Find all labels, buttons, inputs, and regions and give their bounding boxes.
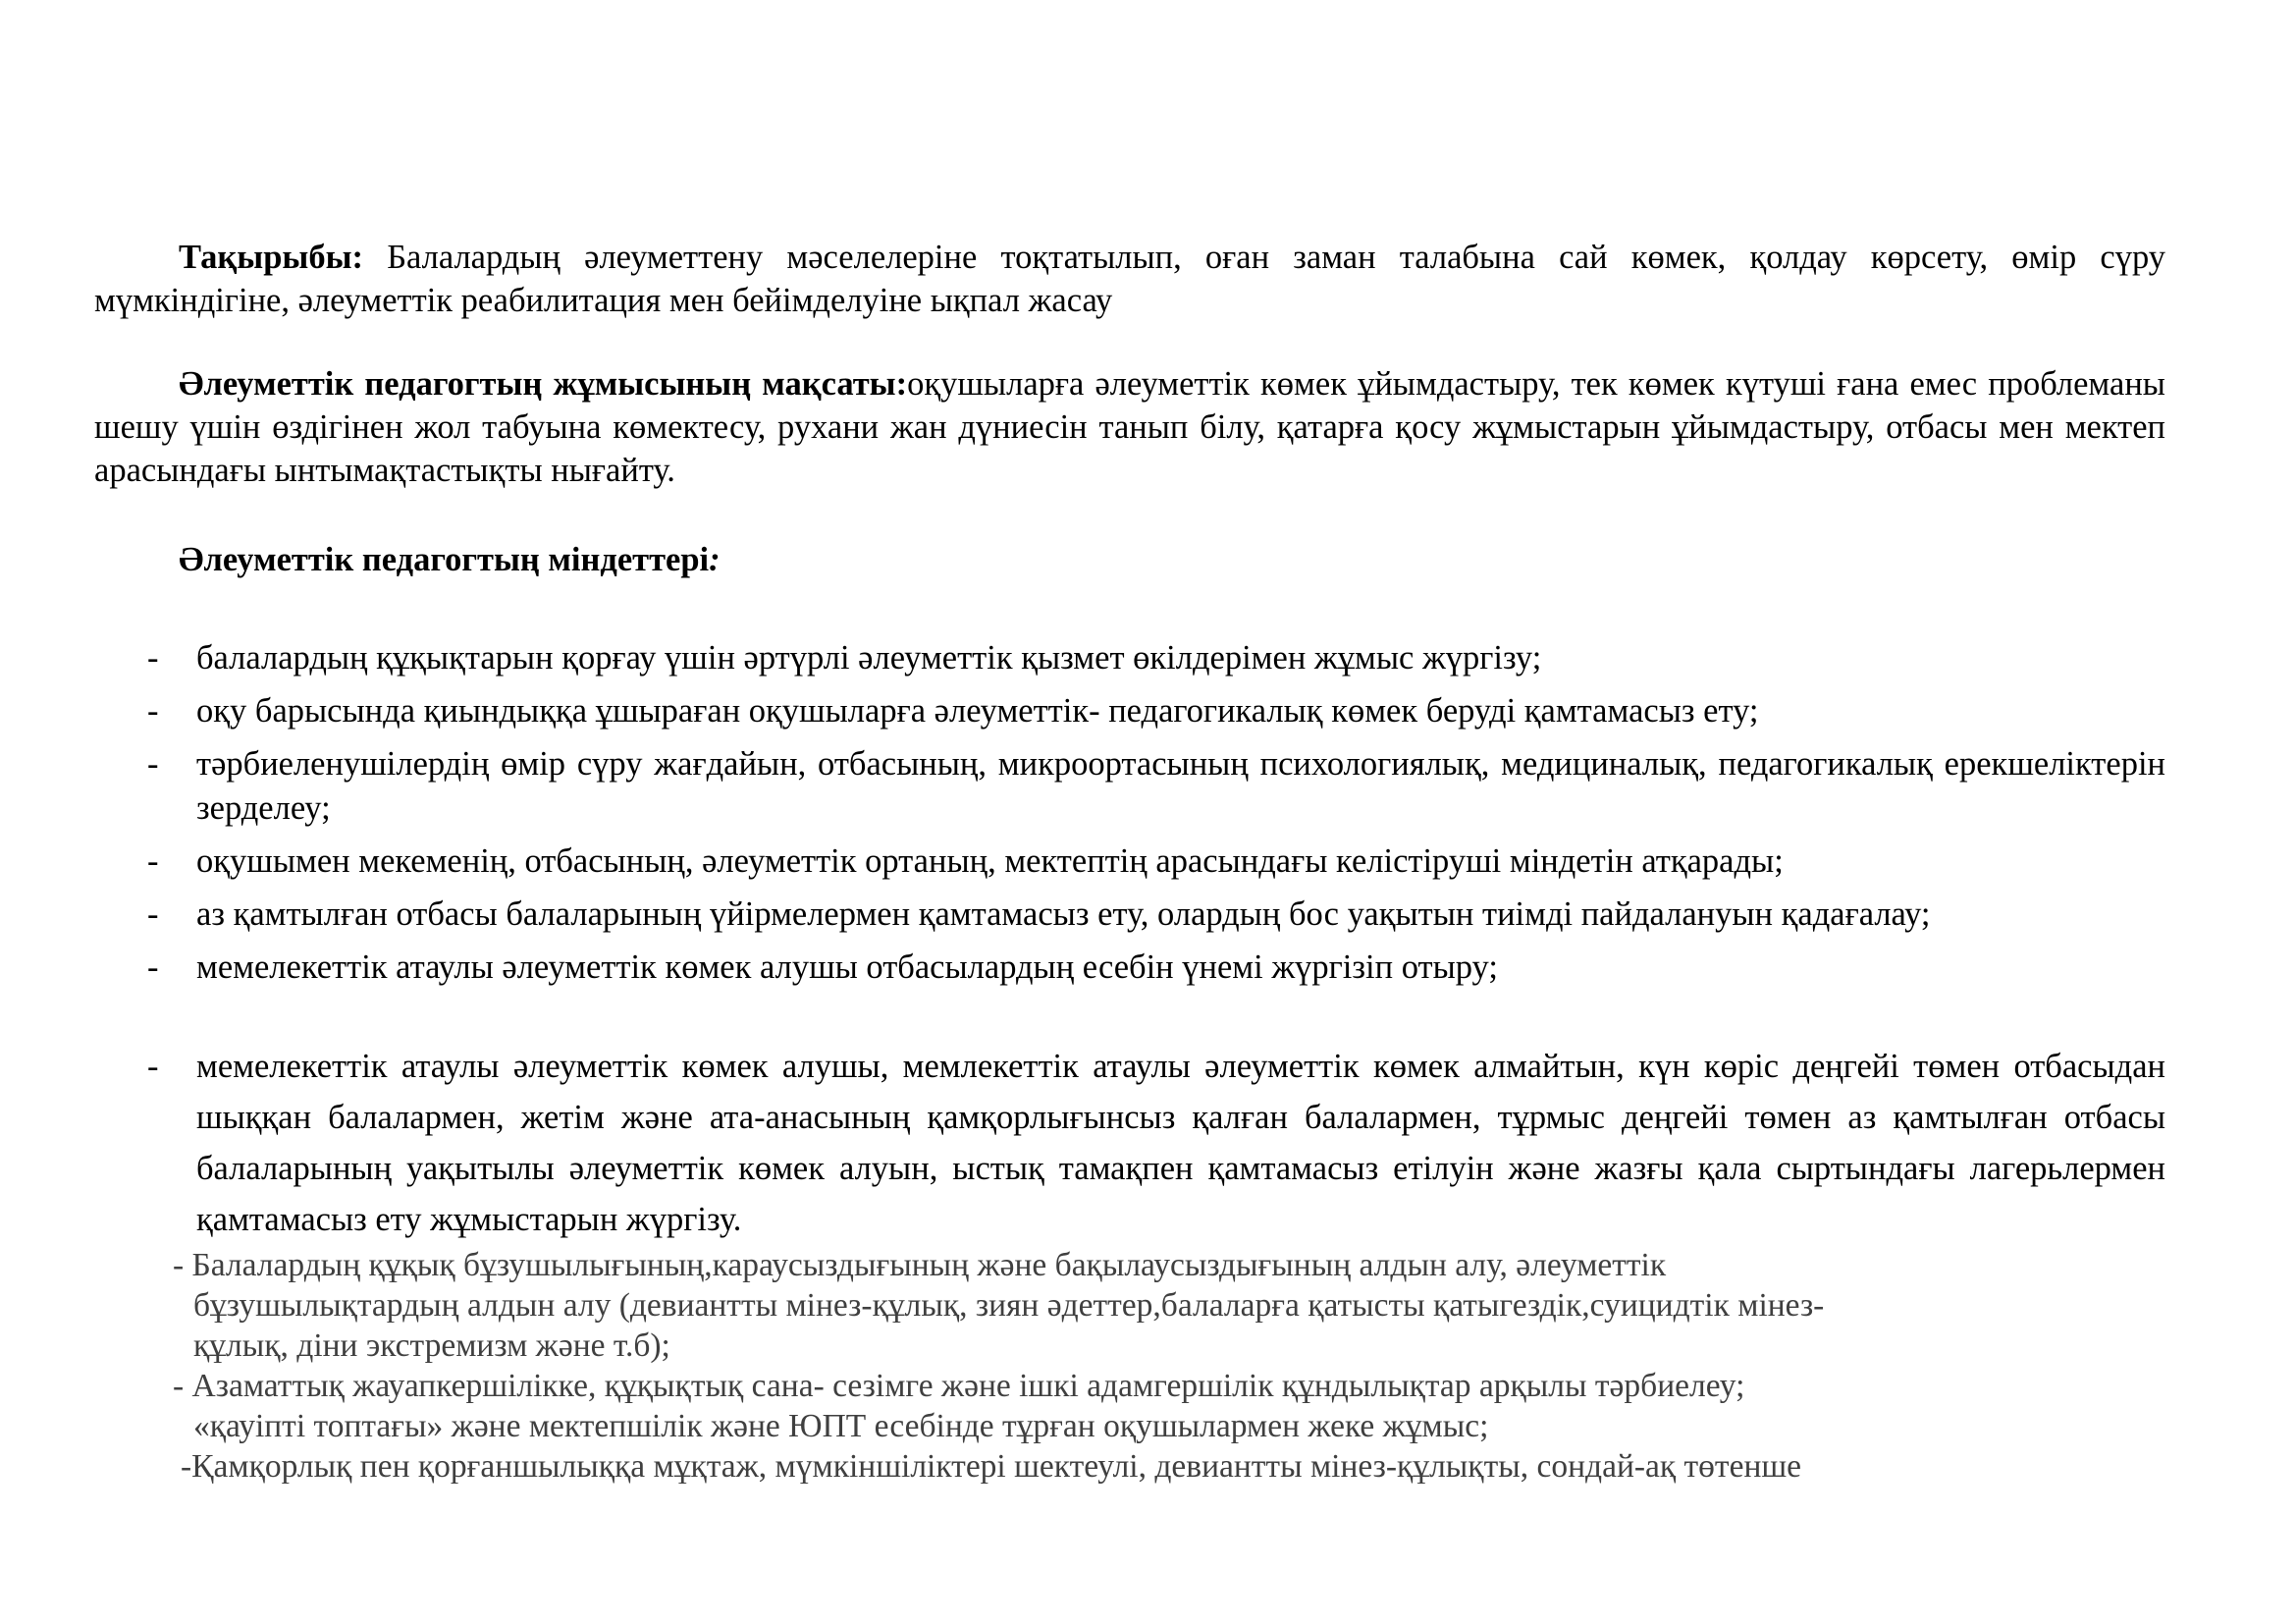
list-item xyxy=(94,742,2165,831)
list-item-text: балалардың құқықтарын қорғау үшін әртүрлі әлеуметтік қызмет өкілдерімен жұмыс жүргізу; xyxy=(196,639,1542,677)
goal-paragraph xyxy=(94,362,2165,492)
extra-tasks xyxy=(173,1245,2136,1487)
list-dash: - xyxy=(147,842,159,880)
list-item xyxy=(94,893,2165,937)
list-item-text: тәрбиеленушілердің өмір сүру жағдайын, отбасының, микроортасының психологиялық, медициналық, педагогикалық ерекшеліктерін зерделеу; xyxy=(196,745,2165,827)
list-dash: - xyxy=(147,745,159,783)
topic-label: Тақырыбы: xyxy=(179,239,364,276)
extra-line: «қауіпті топтағы» және мектепшілік және ЮПТ есебінде тұрған оқушылармен жеке жұмыс; xyxy=(193,1408,1489,1444)
list-dash: - xyxy=(147,895,159,933)
tasks-heading-label: Әлеуметтік педагогтың міндеттері xyxy=(179,541,710,578)
list-item-text: аз қамтылған отбасы балаларының үйірмелермен қамтамасыз ету, олардың бос уақытын тиімді пайдалануын қадағалау; xyxy=(196,895,1931,933)
extra-line: құлық, діни экстремизм және т.б); xyxy=(193,1327,670,1364)
list-item xyxy=(94,636,2165,680)
topic-text: Балалардың әлеуметтену мәселелеріне тоқтатылып, оған заман талабына сай көмек, қолдау көрсету, өмір сүру мүмкіндігіне, әлеуметтік реабилитация мен бейімделуіне ықпал жасау xyxy=(94,239,2165,319)
topic-paragraph xyxy=(94,236,2165,322)
tasks-heading-colon: : xyxy=(709,541,721,578)
list-item-text: мемелекеттік атаулы әлеуметтік көмек алушы, мемлекеттік атаулы әлеуметтік көмек алмайтын, күн көріс деңгейі төмен отбасыдан шыққан балалармен, жетім және ата-анасының қамқорлығынсыз қалған балалармен, тұрмыс деңгейі төмен аз қамтылған отбасы балаларының уақытылы әлеуметтік көмек алуын, ыстық тамақпен қамтамасыз етілуін және жазғы қала сыртындағы лагерьлермен қамтамасыз ету жұмыстарын жүргізу. xyxy=(196,1048,2165,1238)
list-item xyxy=(94,946,2165,990)
extra-line: - Азаматтық жауапкершілікке, құқықтық сана- сезімге және ішкі адамгершілік құндылықтар арқылы тәрбиелеу; xyxy=(173,1368,1745,1404)
goal-text: оқушыларға әлеуметтік көмек ұйымдастыру, тек көмек күтуші ғана емес проблеманы шешу үшін өздігінен жол табуына көмектесу, рухани жан дүниесін танып білу, қатарға қосу жұмыстарын ұйымдастыру, отбасы мен мектеп арасындағы ынтымақтастықты нығайту. xyxy=(94,365,2165,489)
list-item-text: мемелекеттік атаулы әлеуметтік көмек алушы отбасылардың есебін үнемі жүргізіп отыру; xyxy=(196,948,1498,986)
list-dash: - xyxy=(147,639,159,677)
list-item-text: оқу барысында қиындыққа ұшыраған оқушыларға әлеуметтік- педагогикалық көмек беруді қамтамасыз ету; xyxy=(196,692,1759,730)
extra-line: бұзушылықтардың алдын алу (девиантты мінез-құлық, зиян әдеттер,балаларға қатысты қатыгездік,суицидтік мінез- xyxy=(193,1287,1825,1324)
list-dash: - xyxy=(147,1048,159,1085)
extra-line: - Балалардың құқық бұзушылығының,караусыздығының және бақылаусыздығының алдын алу, әлеуметтік xyxy=(173,1247,1667,1283)
list-item xyxy=(94,839,2165,884)
list-dash: - xyxy=(147,948,159,986)
list-item-text: оқушымен мекеменің, отбасының, әлеуметтік ортаның, мектептің арасындағы келістіруші міндетін атқарады; xyxy=(196,842,1784,880)
goal-label: Әлеуметтік педагогтың жұмысының мақсаты: xyxy=(179,365,908,403)
list-item xyxy=(94,1041,2165,1245)
extra-line: -Қамқорлық пен қорғаншылыққа мұқтаж, мүмкіншіліктері шектеулі, девиантты мінез-құлықты, сондай-ақ төтенше xyxy=(181,1448,1802,1485)
tasks-list-long xyxy=(94,1041,2165,1245)
tasks-list xyxy=(94,636,2165,999)
list-dash: - xyxy=(147,692,159,730)
list-item xyxy=(94,689,2165,733)
tasks-heading xyxy=(179,538,721,581)
